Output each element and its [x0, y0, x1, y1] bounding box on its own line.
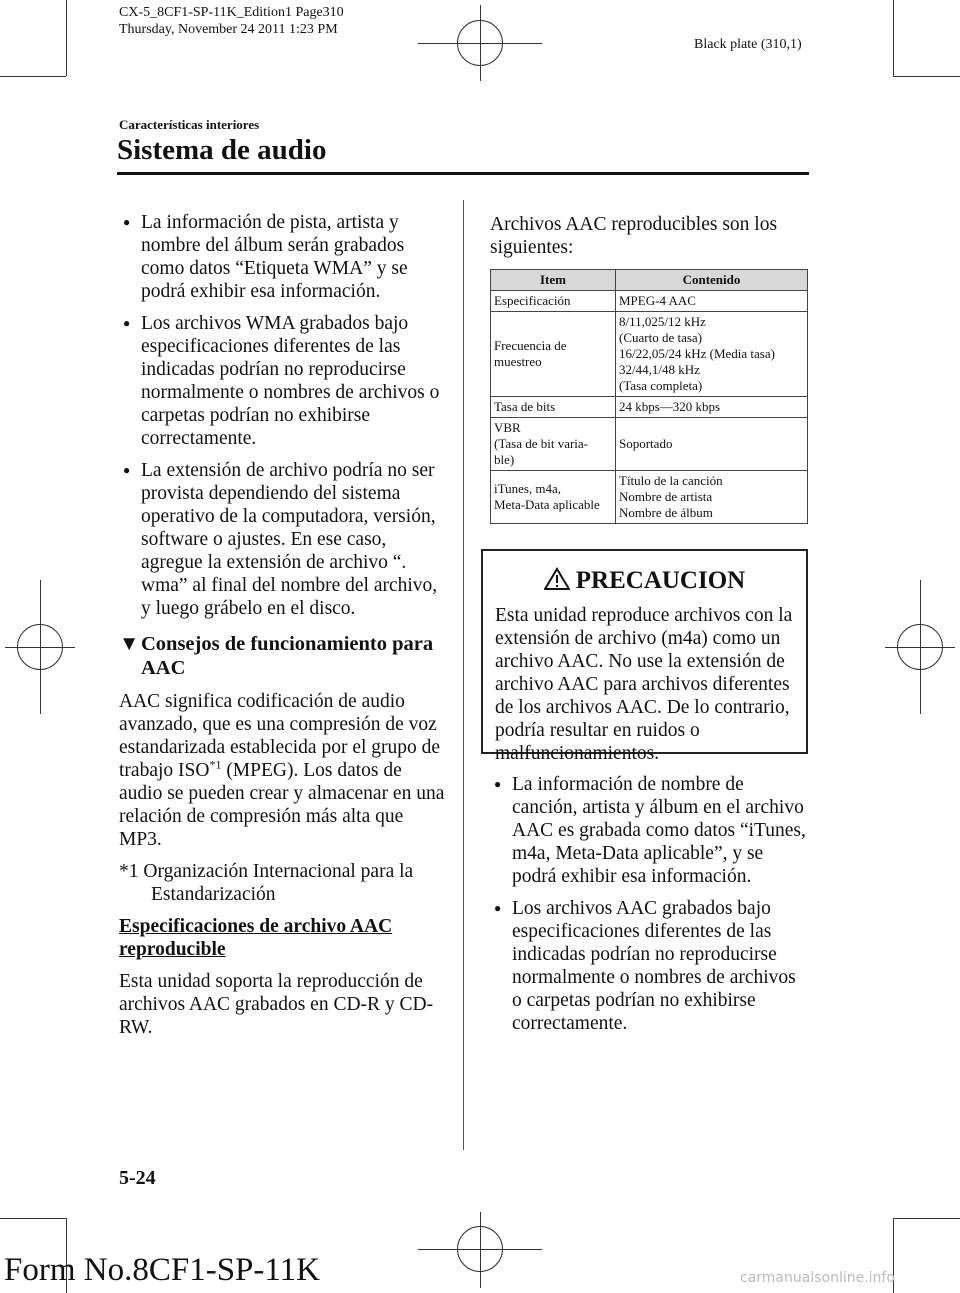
caution-body: Esta unidad reproduce archivos con la extensión de archivo (m4a) como un archivo AAC. No use la extensión de archivo AAC para archivos diferentes de los archivos AAC. De lo contrario, podría resultar en ruidos o malfuncionamientos.: [495, 605, 793, 764]
table-cell-content: 24 kbps―320 kbps: [616, 397, 808, 418]
table-cell-item: Especificación: [491, 291, 616, 312]
section-label: Características interiores: [119, 117, 260, 132]
table-cell-content: Título de la canción Nombre de artista Nombre de álbum: [616, 471, 808, 524]
bullet-dot-icon: ●: [123, 316, 131, 330]
right-bullets: [490, 773, 808, 1044]
table-row: [491, 312, 808, 397]
aac-description: AAC significa codificación de audio avanzado, que es una compresión de voz estandarizada establecida por el grupo de trabajo ISO$^{*1}$ (MPEG). Los datos de audio se pueden crear y almacenar en una relación de compresión más alta que MP3.: [119, 691, 445, 850]
bullet-dot-icon: ●: [123, 215, 131, 229]
subheading: ▼ Consejos de funcionamiento para AAC: [119, 633, 434, 679]
table-cell-item: Tasa de bits: [491, 397, 616, 418]
bullet-dot-icon: ●: [494, 777, 502, 791]
column-divider: [463, 200, 464, 1150]
plate-date: Thursday, November 24 2011 1:23 PM: [119, 22, 338, 37]
table-cell-item: VBR (Tasa de bit varia- ble): [491, 418, 616, 471]
bullet-dot-icon: ●: [123, 463, 131, 477]
table-cell-content: 8/11,025/12 kHz (Cuarto de tasa) 16/22,05/24 kHz (Media tasa) 32/44,1/48 kHz (Tasa completa): [616, 312, 808, 397]
aac-spec-table: [490, 269, 808, 524]
left-column: [119, 211, 449, 1048]
watermark: carmanualsonline.info: [740, 1270, 895, 1286]
spec-heading: Especificaciones de archivo AAC reproducible: [119, 916, 393, 960]
table-header: Contenido: [616, 270, 808, 291]
caution-box: [481, 549, 808, 764]
table-row: [491, 471, 808, 524]
list-item: ● Los archivos WMA grabados bajo especificaciones diferentes de las indicadas podrían no reproducirse normalmente o nombres de archivos o carpetas podrían no exhibirse correctamente.: [123, 313, 440, 449]
table-cell-content: MPEG-4 AAC: [616, 291, 808, 312]
form-number: Form No.8CF1-SP-11K: [4, 1252, 320, 1288]
list-item: ● La información de nombre de canción, artista y álbum en el archivo AAC es grabada como datos “iTunes, m4a, Meta-Data aplicable”, y se podrá exhibir esa información.: [494, 774, 806, 887]
table-intro: Archivos AAC reproducibles son los siguientes:: [490, 214, 778, 258]
page-title: Sistema de audio: [117, 134, 327, 166]
bullet-dot-icon: ●: [494, 901, 502, 915]
table-header: Item: [491, 270, 616, 291]
footnote: *1 Organización Internacional para la Estandarización: [119, 861, 414, 905]
warning-triangle-icon: [544, 567, 570, 591]
list-item: ● Los archivos AAC grabados bajo especificaciones diferentes de las indicadas podrían no reproducirse normalmente o nombres de archivos o carpetas podrían no exhibirse correctamente.: [494, 898, 796, 1034]
caution-title: PRECAUCION: [495, 567, 794, 592]
table-cell-content: Soportado: [616, 418, 808, 471]
plate-info: [119, 4, 344, 38]
table-cell-item: iTunes, m4a, Meta-Data aplicable: [491, 471, 616, 524]
triangle-down-icon: ▼: [119, 633, 140, 655]
table-row: [491, 397, 808, 418]
list-item: ● La información de pista, artista y nombre del álbum serán grabados como datos “Etiqueta WMA” y se podrá exhibir esa información.: [123, 212, 408, 302]
plate-file: CX-5_8CF1-SP-11K_Edition1 Page310: [119, 5, 344, 20]
table-row: [491, 418, 808, 471]
table-row: [491, 291, 808, 312]
plate-label: Black plate (310,1): [694, 37, 802, 52]
table-cell-item: Frecuencia de muestreo: [491, 312, 616, 397]
page-number: 5-24: [119, 1167, 156, 1189]
title-rule: [117, 172, 809, 175]
right-column: [490, 213, 808, 524]
support-paragraph: Esta unidad soporta la reproducción de archivos AAC grabados en CD-R y CD-RW.: [119, 971, 434, 1038]
list-item: ● La extensión de archivo podría no ser provista dependiendo del sistema operativo de la computadora, versión, software o ajustes. En ese caso, agregue la extensión de archivo “. wma” al final del nombre del archivo, y luego grábelo en el disco.: [123, 460, 438, 619]
